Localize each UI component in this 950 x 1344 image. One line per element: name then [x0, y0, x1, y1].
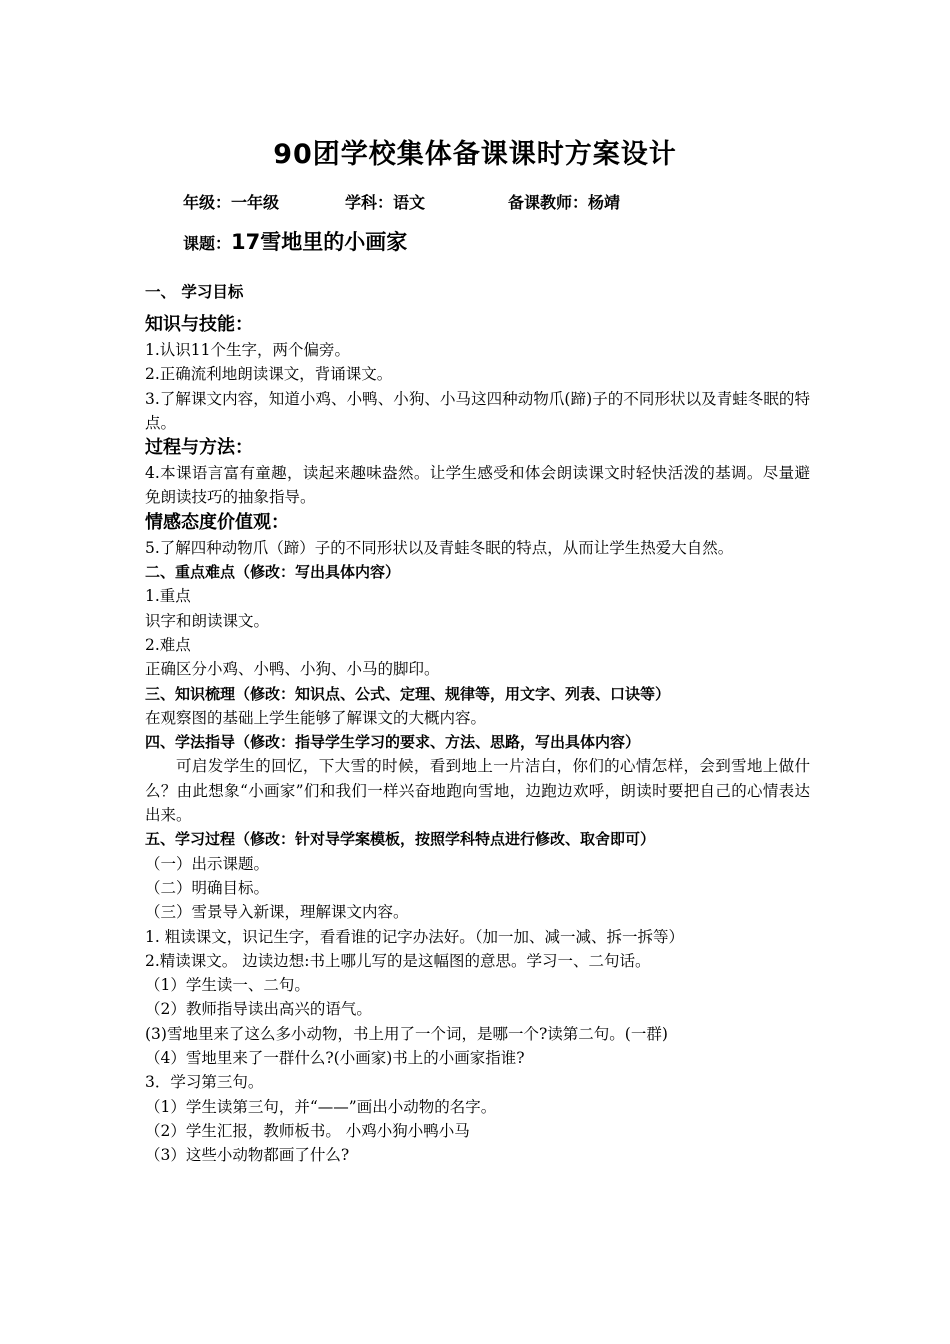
document-title: 90团学校集体备课课时方案设计 — [273, 139, 677, 170]
subheading-knowledge: 知识与技能： — [145, 314, 253, 335]
keypoint-line: 识字和朗读课文。 — [145, 611, 270, 630]
knowledge-review-line: 在观察图的基础上学生能够了解课文的大概内容。 — [145, 708, 487, 727]
subheading-emotion: 情感态度价值观： — [145, 511, 289, 533]
goal-item: 2.正确流利地朗读课文，背诵课文。 — [145, 365, 393, 384]
process-line: (3)雪地里来了这么多小动物，书上用了一个词，是哪一个?读第二句。(一群) — [145, 1024, 668, 1043]
goal-item: 5.了解四种动物爪（蹄）子的不同形状以及青蛙冬眠的特点，从而让学生热爱大自然。 — [145, 538, 734, 557]
process-line: （4）雪地里来了一群什么?(小画家)书上的小画家指谁? — [145, 1049, 525, 1068]
section-heading-keypoints: 二、重点难点（修改：写出具体内容） — [145, 563, 401, 582]
process-line: （1）学生读第三句，并“——”画出小动物的名字。 — [145, 1097, 497, 1116]
grade-label: 年级：一年级 — [183, 193, 280, 212]
subheading-process: 过程与方法： — [145, 437, 253, 459]
section-heading-knowledge-review: 三、知识梳理（修改：知识点、公式、定理、规律等，用文字、列表、口诀等） — [145, 684, 671, 703]
document-body — [145, 278, 810, 1168]
keypoint-line: 1.重点 — [145, 587, 191, 606]
process-line: 2.精读课文。 边读边想:书上哪儿写的是这幅图的意思。学习一、二句话。 — [145, 951, 651, 970]
topic-value: 17雪地里的小画家 — [231, 230, 408, 254]
process-line: （3）这些小动物都画了什么? — [145, 1146, 350, 1165]
keypoint-line: 2.难点 — [145, 635, 191, 654]
subject-label: 学科：语文 — [345, 193, 426, 212]
process-line: （2）学生汇报，教师板书。 小鸡小狗小鸭小马 — [145, 1121, 470, 1140]
section-heading-process: 五、学习过程（修改：针对导学案模板，按照学科特点进行修改、取舍即可） — [145, 830, 656, 849]
topic-label: 课题： — [183, 234, 232, 253]
section-heading-goals: 一、 学习目标 — [145, 283, 244, 301]
goal-item: 3.了解课文内容，知道小鸡、小鸭、小狗、小马这四种动物爪(蹄)子的不同形状以及青蛙冬眠的特点。 — [145, 389, 810, 432]
goal-item: 1.认识11个生字，两个偏旁。 — [145, 341, 351, 359]
process-line: （一）出示课题。 — [145, 854, 270, 873]
teacher-label: 备课教师：杨靖 — [508, 193, 621, 212]
process-line: （三）雪景导入新课，理解课文内容。 — [145, 903, 409, 922]
method-paragraph: 可启发学生的回忆，下大雪的时候，看到地上一片洁白，你们的心情怎样，会到雪地上做什么？由此想象“小画家”们和我们一样兴奋地跑向雪地，边跑边欢呼，朗读时要把自己的心情表达出来。 — [145, 757, 810, 825]
process-line: （2）教师指导读出高兴的语气。 — [145, 1000, 372, 1019]
process-line: （二）明确目标。 — [145, 878, 270, 897]
process-line: （1）学生读一、二句。 — [145, 976, 310, 995]
process-line: 1. 粗读课文，识记生字，看看谁的记字办法好。（加一加、减一减、拆一拆等） — [145, 927, 684, 946]
goal-item: 4.本课语言富有童趣，读起来趣味盎然。让学生感受和体会朗读课文时轻快活泼的基调。尽量避免朗读技巧的抽象指导。 — [145, 464, 810, 507]
keypoint-line: 正确区分小鸡、小鸭、小狗、小马的脚印。 — [145, 660, 440, 679]
process-line: 3．学习第三句。 — [145, 1073, 264, 1092]
lesson-topic — [183, 226, 407, 256]
section-heading-method: 四、学法指导（修改：指导学生学习的要求、方法、思路，写出具体内容） — [145, 733, 641, 752]
